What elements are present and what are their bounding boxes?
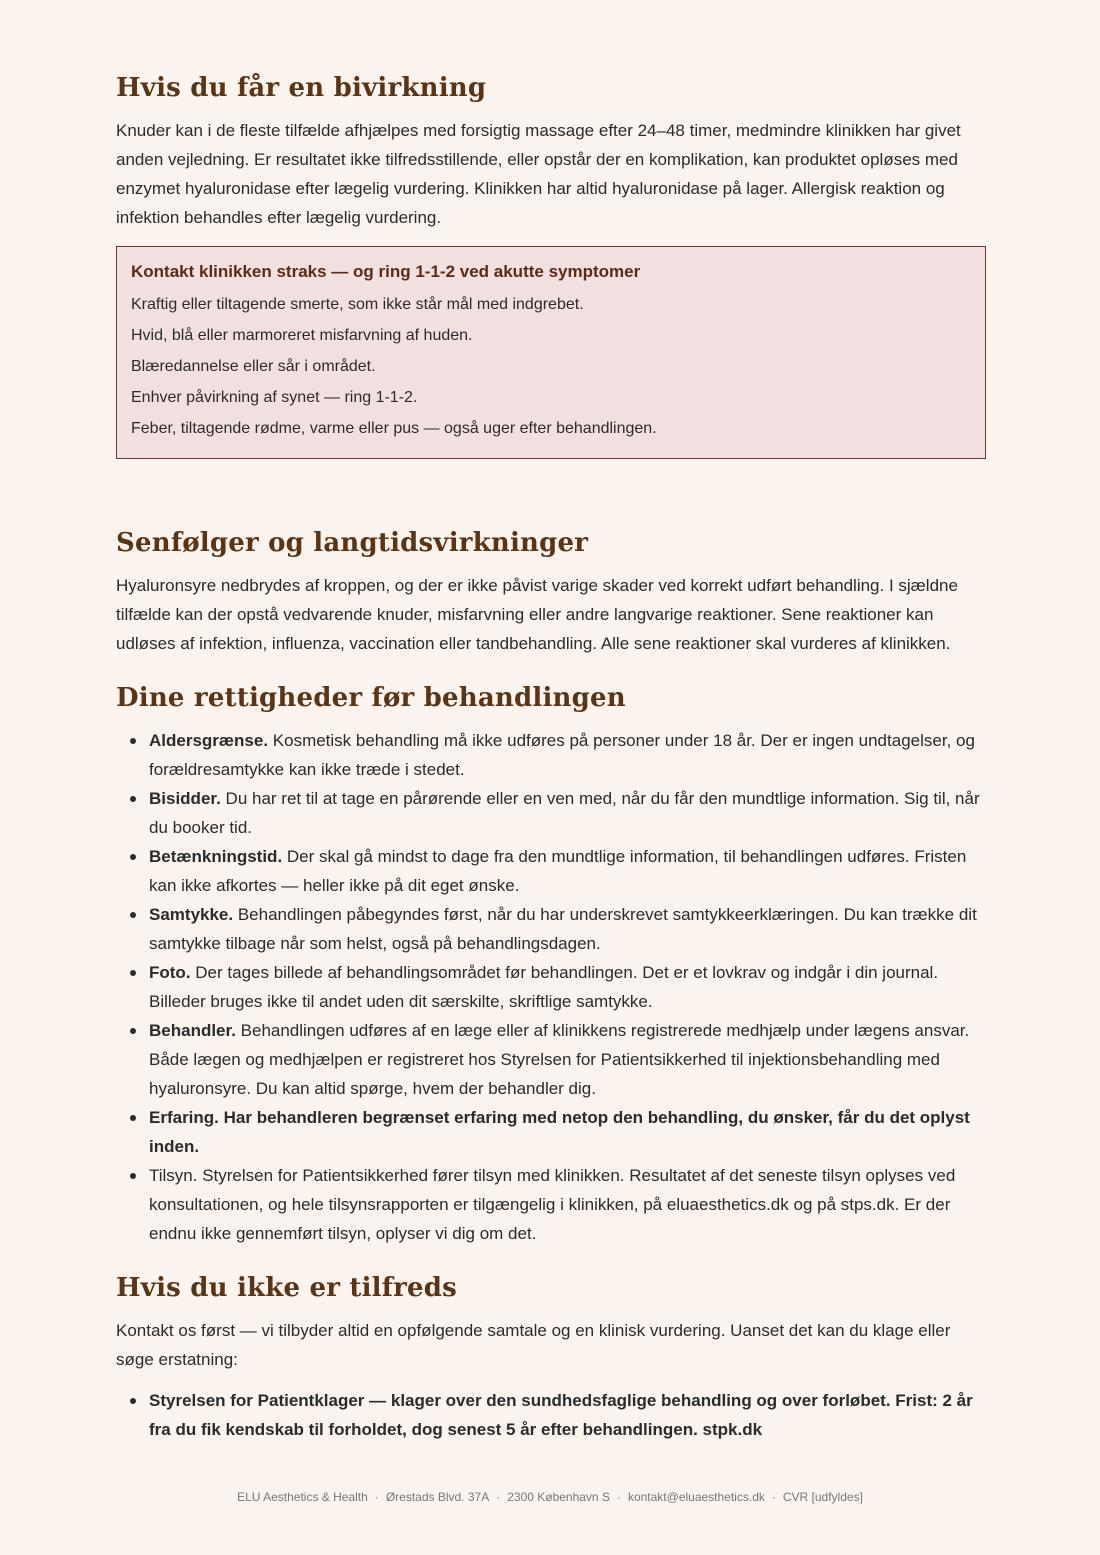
list-item: Styrelsen for Patientklager — klager over den sundhedsfaglige behandling og over forløbet. Frist: 2 år fra du fik kendskab til forholdet, dog senest 5 år efter behandlingen. stpk.dk: [116, 1386, 986, 1444]
list-item: [116, 958, 986, 1016]
section-side-effects: [116, 70, 986, 459]
section-paragraph: Hyaluronsyre nedbrydes af kroppen, og der er ikke påvist varige skader ved korrekt udført behandling. I sjældne tilfælde kan der opstå vedvarende knuder, misfarvning eller andre langvarige reaktioner. Sene reaktioner kan udløses af infektion, influenza, vaccination eller tandbehandling. Alle sene reaktioner skal vurderes af klinikken.: [116, 576, 958, 653]
footer-email: kontakt@eluaesthetics.dk: [627, 1490, 765, 1504]
urgent-contact-title: Kontakt klinikken straks — og ring 1-1-2 ved akutte symptomer: [131, 262, 641, 281]
symptom-item: Kraftig eller tiltagende smerte, som ikke står mål med indgrebet.: [131, 296, 584, 313]
section-heading: Hvis du får en bivirkning: [116, 73, 487, 103]
symptom-item: Enhver påvirkning af synet — ring 1-1-2.: [131, 389, 418, 406]
item-text: Kosmetisk behandling må ikke udføres på personer under 18 år. Der er ingen undtagelser, og forældresamtykke kan ikke træde i stedet.: [149, 731, 975, 779]
footer-separator: ·: [496, 1490, 501, 1504]
item-label: Foto.: [149, 963, 191, 982]
rights-list: [116, 726, 986, 1248]
urgent-contact-box: [116, 246, 986, 459]
section-heading: Dine rettigheder før behandlingen: [116, 683, 626, 713]
item-label: Bisidder.: [149, 789, 221, 808]
section-rights: [116, 680, 986, 1248]
item-text: Behandlingen udføres af en læge eller af klinikkens registrerede medhjælp under lægens ansvar. Både lægen og medhjælpen er registreret hos Styrelsen for Patientsikkerhed til injektionsbehandling med hyaluronsyre. Du kan altid spørge, hvem der behandler dig.: [149, 1021, 970, 1098]
item-label: Behandler.: [149, 1021, 236, 1040]
footer-cvr: CVR [udfyldes]: [782, 1490, 863, 1504]
list-item: [116, 784, 986, 842]
section-heading: Senfølger og langtidsvirkninger: [116, 528, 589, 558]
footer-separator: ·: [616, 1490, 621, 1504]
symptom-item: Hvid, blå eller marmoreret misfarvning af huden.: [131, 327, 473, 344]
section-paragraph: Kontakt os først — vi tilbyder altid en opfølgende samtale og en klinisk vurdering. Uanset det kan du klage eller søge erstatning:: [116, 1321, 951, 1369]
list-item: Tilsyn. Styrelsen for Patientsikkerhed fører tilsyn med klinikken. Resultatet af det seneste tilsyn oplyses ved konsultationen, og hele tilsynsrapporten er tilgængelig i klinikken, på eluaesthetics.dk og på stps.dk. Er der endnu ikke gennemført tilsyn, oplyser vi dig om det.: [116, 1161, 986, 1248]
item-text: Behandlingen påbegyndes først, når du har underskrevet samtykkeerklæringen. Du kan trække dit samtykke tilbage når som helst, også på behandlingsdagen.: [149, 905, 977, 953]
section-paragraph: Knuder kan i de fleste tilfælde afhjælpes med forsigtig massage efter 24–48 timer, medmindre klinikken har givet anden vejledning. Er resultatet ikke tilfredsstillende, eller opstår der en komplikation, kan produktet opløses med enzymet hyaluronidase efter lægelig vurdering. Klinikken har altid hyaluronidase på lager. Allergisk reaktion og infektion behandles efter lægelig vurdering.: [116, 121, 961, 227]
complaints-list: [116, 1386, 986, 1444]
section-complaints: [116, 1270, 986, 1444]
section-long-term-effects: [116, 525, 986, 658]
footer-address: Ørestads Blvd. 37A: [385, 1490, 490, 1504]
item-label: Aldersgrænse.: [149, 731, 269, 750]
item-label: Betænkningstid.: [149, 847, 283, 866]
symptom-item: Blæredannelse eller sår i området.: [131, 358, 376, 375]
list-item: Erfaring. Har behandleren begrænset erfaring med netop den behandling, du ønsker, får du det oplyst inden.: [116, 1103, 986, 1161]
list-item: [116, 1016, 986, 1103]
footer-separator: ·: [771, 1490, 776, 1504]
page-footer: [0, 1490, 1100, 1504]
list-item: [116, 726, 986, 784]
section-heading: Hvis du ikke er tilfreds: [116, 1273, 457, 1303]
item-text: Der skal gå mindst to dage fra den mundtlige information, til behandlingen udføres. Fristen kan ikke afkortes — heller ikke på dit eget ønske.: [149, 847, 967, 895]
symptom-item: Feber, tiltagende rødme, varme eller pus — også uger efter behandlingen.: [131, 420, 657, 437]
document-content: [116, 70, 986, 1444]
footer-company: ELU Aesthetics & Health: [237, 1490, 368, 1504]
item-text: Der tages billede af behandlingsområdet før behandlingen. Det er et lovkrav og indgår i din journal. Billeder bruges ikke til andet uden dit særskilte, skriftlige samtykke.: [149, 963, 939, 1011]
footer-separator: ·: [374, 1490, 379, 1504]
item-text: Du har ret til at tage en pårørende eller en ven med, når du får den mundtlige information. Sig til, når du booker tid.: [149, 789, 980, 837]
footer-city: 2300 København S: [507, 1490, 610, 1504]
list-item: [116, 842, 986, 900]
item-label: Samtykke.: [149, 905, 234, 924]
list-item: [116, 900, 986, 958]
